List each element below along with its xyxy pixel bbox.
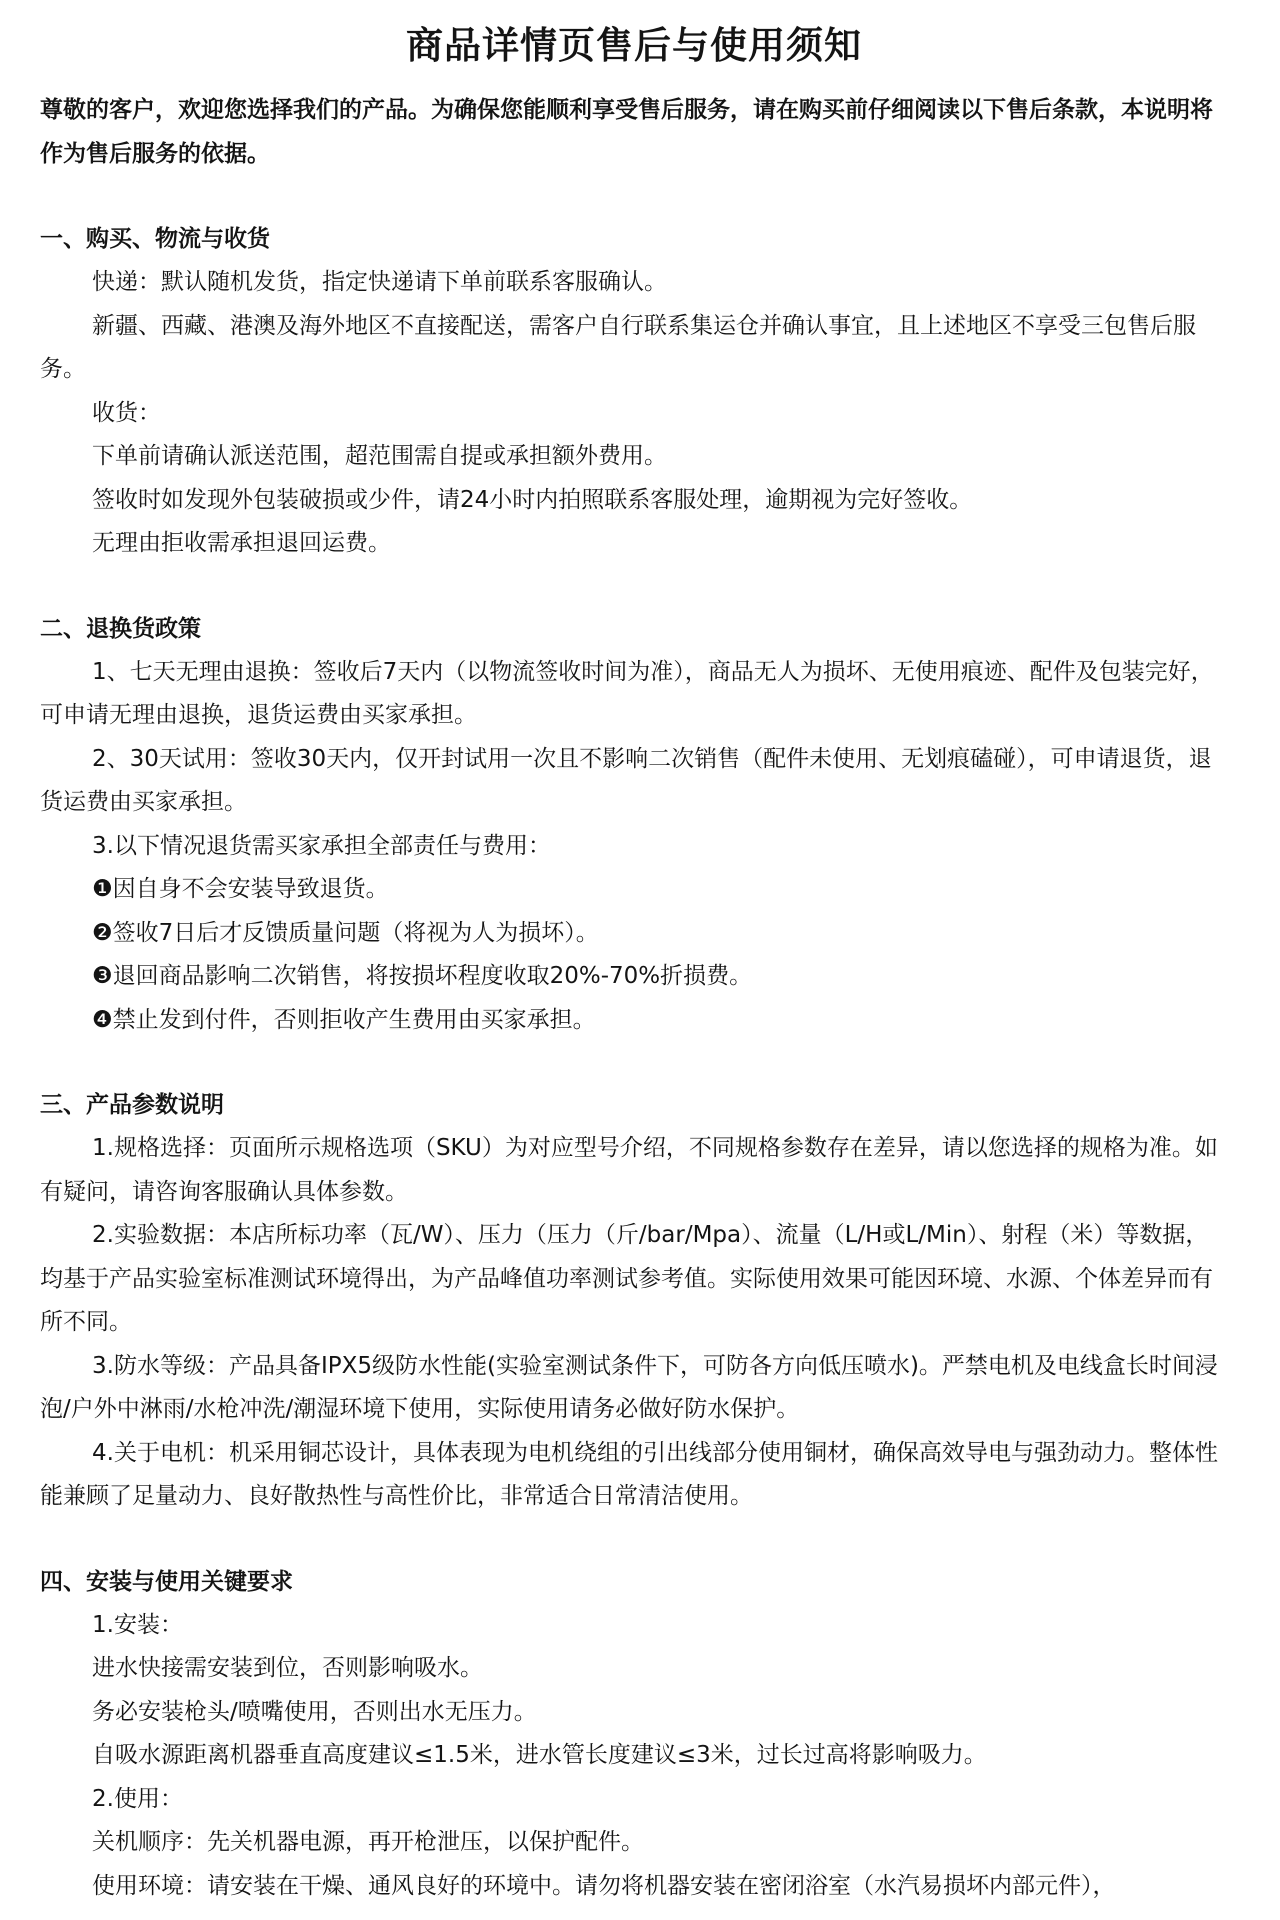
section-line: 2.使用： xyxy=(92,1785,183,1812)
section-line: 务必安装枪头/喷嘴使用，否则出水无压力。 xyxy=(92,1698,537,1725)
section-paragraph: 新疆、西藏、港澳及海外地区不直接配送，需客户自行联系集运仓并确认事宜，且上述地区不享受三包售后服务。 xyxy=(40,312,1196,382)
section-paragraph: 2、30天试用：签收30天内，仅开封试用一次且不影响二次销售（配件未使用、无划痕磕碰），可申请退货，退货运费由买家承担。 xyxy=(40,745,1212,815)
section-paragraph: 快递：默认随机发货，指定快递请下单前联系客服确认。 xyxy=(92,269,667,295)
section-paragraph: 3.防水等级：产品具备IPX5级防水性能(实验室测试条件下，可防各方向低压喷水)。严禁电机及电线盒长时间浸泡/户外中淋雨/水枪冲洗/潮湿环境下使用，实际使用请务必做好防水保护。 xyxy=(40,1352,1218,1422)
section-line: 收货： xyxy=(92,399,161,426)
page-title: 商品详情页售后与使用须知 xyxy=(406,24,862,67)
section-line: 自吸水源距离机器垂直高度建议≤1.5米，进水管长度建议≤3米，过长过高将影响吸力。 xyxy=(92,1742,987,1768)
section-product-parameters xyxy=(40,1083,1228,1519)
section-line: 签收时如发现外包装破损或少件，请24小时内拍照联系客服处理，逾期视为完好签收。 xyxy=(92,486,973,513)
section-line: 进水快接需安装到位，否则影响吸水。 xyxy=(92,1655,483,1681)
section-heading: 二、退换货政策 xyxy=(40,615,201,642)
section-return-policy xyxy=(40,607,1228,1043)
section-line: 下单前请确认派送范围，超范围需自提或承担额外费用。 xyxy=(92,443,667,469)
section-heading: 一、购买、物流与收货 xyxy=(40,226,270,252)
intro-paragraph: 尊敬的客户，欢迎您选择我们的产品。为确保您能顺利享受售后服务，请在购买前仔细阅读以下售后条款，本说明将作为售后服务的依据。 xyxy=(40,97,1213,167)
section-paragraph: 2.实验数据：本店所标功率（瓦/W）、压力（压力（斤/bar/Mpa）、流量（L/H或L/Min）、射程（米）等数据，均基于产品实验室标准测试环境得出，为产品峰值功率测试参考值。实际使用效果可能因环境、水源、个体差异而有所不同。 xyxy=(40,1222,1213,1335)
section-paragraph: 使用环境：请安装在干燥、通风良好的环境中。请勿将机器安装在密闭浴室（水汽易损坏内部元件）， xyxy=(92,1872,1116,1899)
section-line: 关机顺序：先关机器电源，再开枪泄压，以保护配件。 xyxy=(92,1829,644,1855)
section-heading: 三、产品参数说明 xyxy=(40,1092,224,1118)
section-paragraph: 1、七天无理由退换：签收后7天内（以物流签收时间为准），商品无人为损坏、无使用痕迹、配件及包装完好，可申请无理由退换，退货运费由买家承担。 xyxy=(40,658,1214,728)
section-line: 3.以下情况退货需买家承担全部责任与费用： xyxy=(92,832,551,859)
section-line: ❷签收7日后才反馈质量问题（将视为人为损坏）。 xyxy=(92,919,599,946)
section-line: ❹禁止发到付件，否则拒收产生费用由买家承担。 xyxy=(92,1006,596,1033)
section-line: ❶因自身不会安装导致退货。 xyxy=(92,876,389,902)
section-line: 1.安装： xyxy=(92,1611,183,1638)
section-purchase-logistics xyxy=(40,217,1228,566)
section-line: 无理由拒收需承担退回运费。 xyxy=(92,530,391,556)
section-paragraph: 1.规格选择：页面所示规格选项（SKU）为对应型号介绍，不同规格参数存在差异，请以您选择的规格为准。如有疑问，请咨询客服确认具体参数。 xyxy=(40,1135,1218,1205)
section-heading: 四、安装与使用关键要求 xyxy=(40,1568,293,1595)
section-line: ❸退回商品影响二次销售，将按损坏程度收取20%-70%折损费。 xyxy=(92,963,753,989)
section-installation-usage xyxy=(40,1560,1228,1909)
section-paragraph: 4.关于电机：机采用铜芯设计，具体表现为电机绕组的引出线部分使用铜材，确保高效导电与强劲动力。整体性能兼顾了足量动力、良好散热性与高性价比，非常适合日常清洁使用。 xyxy=(40,1439,1218,1509)
